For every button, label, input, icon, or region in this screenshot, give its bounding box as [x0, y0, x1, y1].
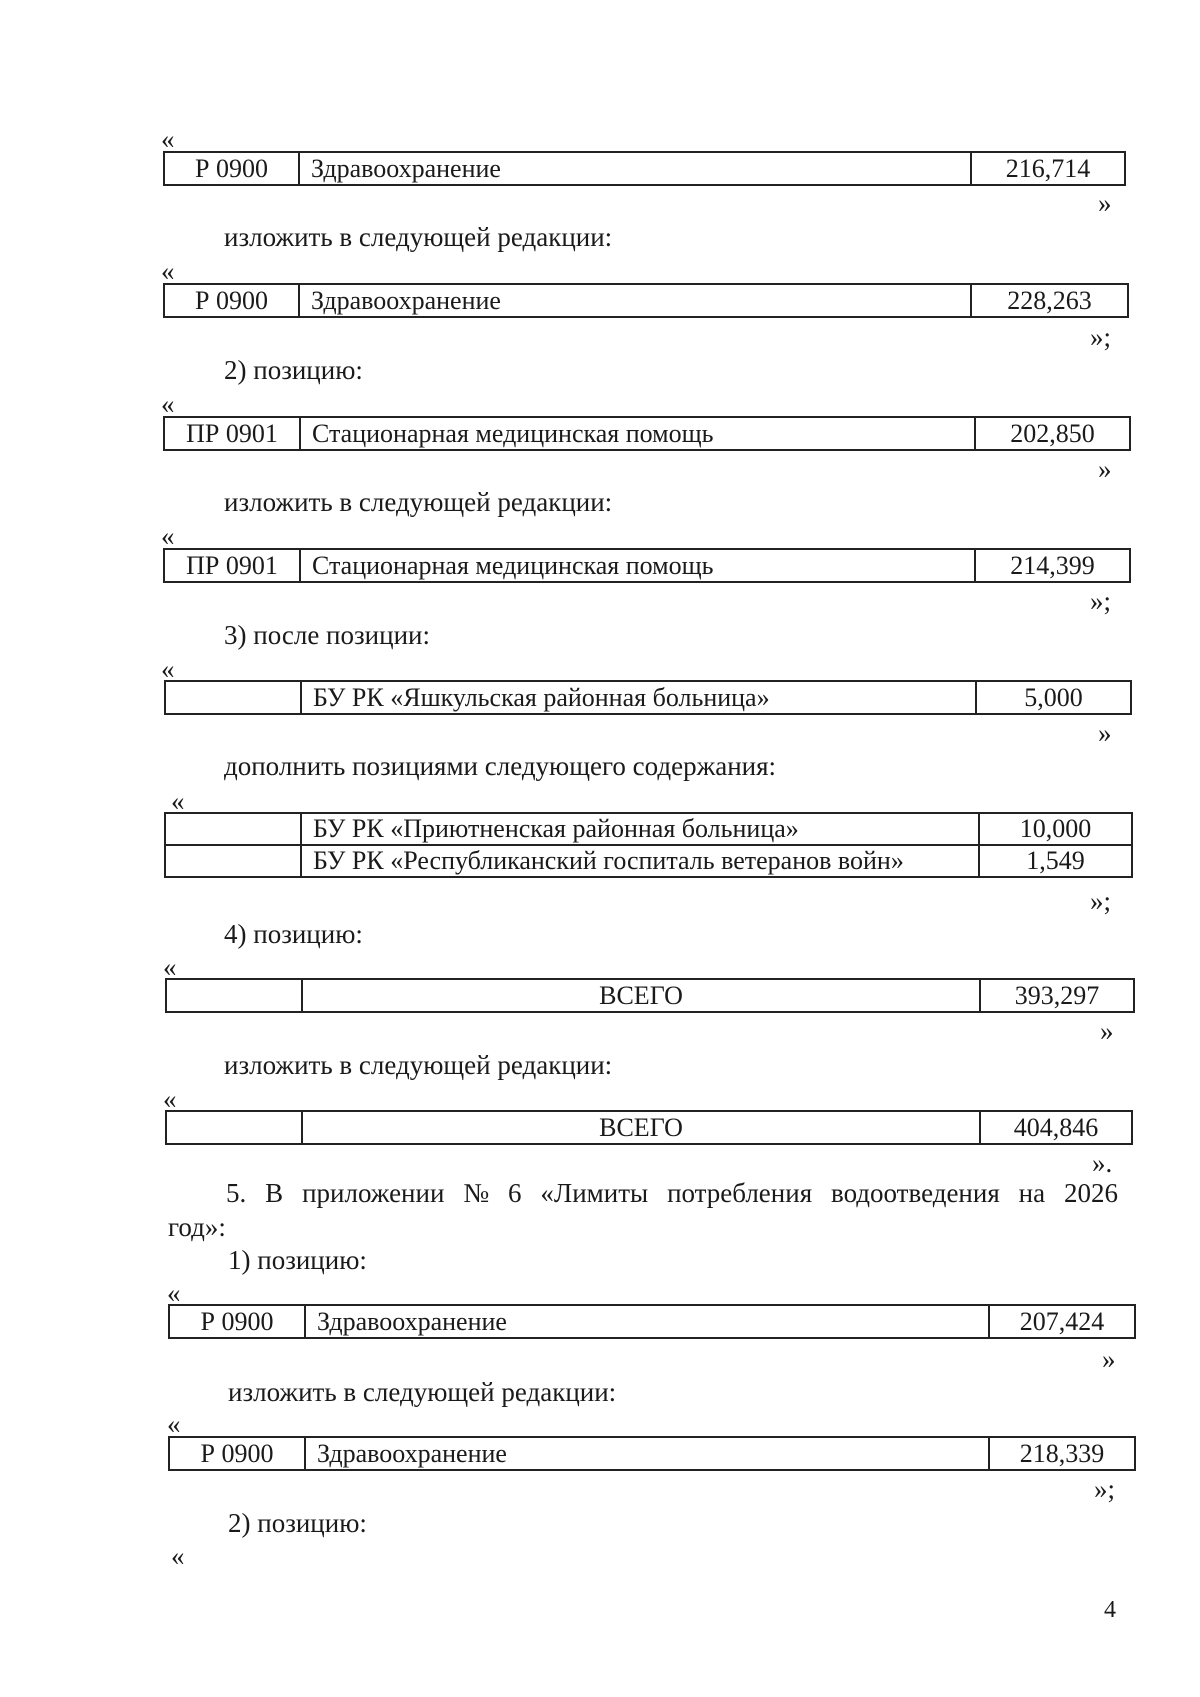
value-cell: 1,549 [978, 846, 1131, 876]
value-cell: 404,846 [979, 1112, 1131, 1143]
word: приложении [302, 1178, 445, 1208]
table-row [165, 550, 1129, 581]
table-row [165, 418, 1129, 449]
section-5-paragraph [168, 1176, 1118, 1244]
table-row [165, 285, 1127, 316]
instruction-text: 3) после позиции: [224, 620, 430, 650]
open-quote: « [161, 654, 175, 684]
code-cell: Р 0900 [195, 153, 268, 183]
word: «Лимиты [540, 1178, 649, 1208]
instruction-text: 1) позицию: [228, 1245, 367, 1275]
section-5-line-1 [168, 1176, 1118, 1210]
value-cell: 228,263 [970, 285, 1127, 316]
limits-table [164, 812, 1133, 878]
name-cell: Здравоохранение [304, 1306, 988, 1337]
limits-table [168, 1304, 1136, 1339]
name-cell: Здравоохранение [298, 153, 970, 184]
close-quote: » [1098, 718, 1112, 748]
table-row [166, 844, 1131, 876]
close-quote: »; [1094, 1474, 1116, 1504]
open-quote: « [161, 256, 175, 286]
code-cell [167, 1112, 301, 1143]
open-quote: « [167, 1278, 181, 1308]
total-label-cell: ВСЕГО [301, 980, 979, 1011]
name-cell: Здравоохранение [304, 1438, 988, 1469]
close-quote: »; [1090, 886, 1112, 916]
instruction-text: изложить в следующей редакции: [224, 222, 613, 252]
close-quote: » [1098, 454, 1112, 484]
word: на [1018, 1178, 1046, 1208]
name-cell: Здравоохранение [298, 285, 970, 316]
name-cell: БУ РК «Яшкульская районная больница» [300, 682, 975, 713]
code-cell: Р 0900 [195, 285, 268, 315]
word: 2026 [1064, 1178, 1118, 1208]
value-cell: 216,714 [970, 153, 1124, 184]
table-row [166, 814, 1131, 844]
open-quote: « [163, 952, 177, 982]
open-quote: « [161, 389, 175, 419]
name-cell: БУ РК «Приютненская районная больница» [300, 814, 978, 844]
section-number: 5. [226, 1178, 247, 1208]
code-cell: ПР 0901 [186, 550, 278, 580]
limits-table [165, 978, 1135, 1013]
close-quote: »; [1090, 322, 1112, 352]
code-cell [166, 846, 300, 876]
code-cell: Р 0900 [200, 1306, 274, 1336]
table-row [170, 1306, 1134, 1337]
code-cell [166, 682, 300, 713]
code-cell [166, 814, 300, 844]
limits-table [163, 416, 1131, 451]
name-cell: Стационарная медицинская помощь [299, 550, 974, 581]
value-cell: 214,399 [974, 550, 1129, 581]
instruction-text: 2) позицию: [224, 355, 363, 385]
value-cell: 207,424 [988, 1306, 1134, 1337]
limits-table [163, 548, 1131, 583]
table-row [165, 153, 1124, 184]
open-quote: « [167, 1409, 181, 1439]
close-quote: »; [1090, 586, 1112, 616]
code-cell [167, 980, 301, 1011]
open-quote: « [171, 786, 185, 816]
open-quote: « [171, 1541, 185, 1571]
page-number: 4 [1104, 1597, 1116, 1623]
instruction-text: изложить в следующей редакции: [224, 1050, 613, 1080]
name-cell: Стационарная медицинская помощь [299, 418, 974, 449]
instruction-text: изложить в следующей редакции: [228, 1377, 617, 1407]
word: 6 [508, 1178, 522, 1208]
table-row [166, 682, 1130, 713]
limits-table [164, 680, 1132, 715]
close-quote: » [1098, 188, 1112, 218]
code-cell: ПР 0901 [186, 418, 278, 448]
value-cell: 393,297 [979, 980, 1133, 1011]
instruction-text: изложить в следующей редакции: [224, 487, 613, 517]
value-cell: 218,339 [988, 1438, 1134, 1469]
limits-table [163, 151, 1126, 186]
limits-table [168, 1436, 1136, 1471]
table-row [167, 980, 1133, 1011]
section-5-line-2: год»: [168, 1212, 226, 1242]
instruction-text: дополнить позициями следующего содержания: [224, 751, 777, 781]
close-quote: » [1100, 1016, 1114, 1046]
open-quote: « [163, 1084, 177, 1114]
code-cell: Р 0900 [200, 1438, 274, 1468]
close-quote: ». [1092, 1148, 1113, 1178]
value-cell: 5,000 [975, 682, 1130, 713]
value-cell: 10,000 [978, 814, 1131, 844]
word: № [463, 1178, 490, 1208]
instruction-text: 2) позицию: [228, 1508, 367, 1538]
word: В [265, 1178, 284, 1208]
open-quote: « [161, 521, 175, 551]
word: водоотведения [831, 1178, 1000, 1208]
limits-table [163, 283, 1129, 318]
value-cell: 202,850 [974, 418, 1129, 449]
word: потребления [667, 1178, 813, 1208]
limits-table [165, 1110, 1133, 1145]
table-row [170, 1438, 1134, 1469]
name-cell: БУ РК «Республиканский госпиталь ветеранов войн» [300, 846, 978, 876]
open-quote: « [161, 124, 175, 154]
total-label-cell: ВСЕГО [301, 1112, 979, 1143]
instruction-text: 4) позицию: [224, 919, 363, 949]
table-row [167, 1112, 1131, 1143]
close-quote: » [1102, 1344, 1116, 1374]
